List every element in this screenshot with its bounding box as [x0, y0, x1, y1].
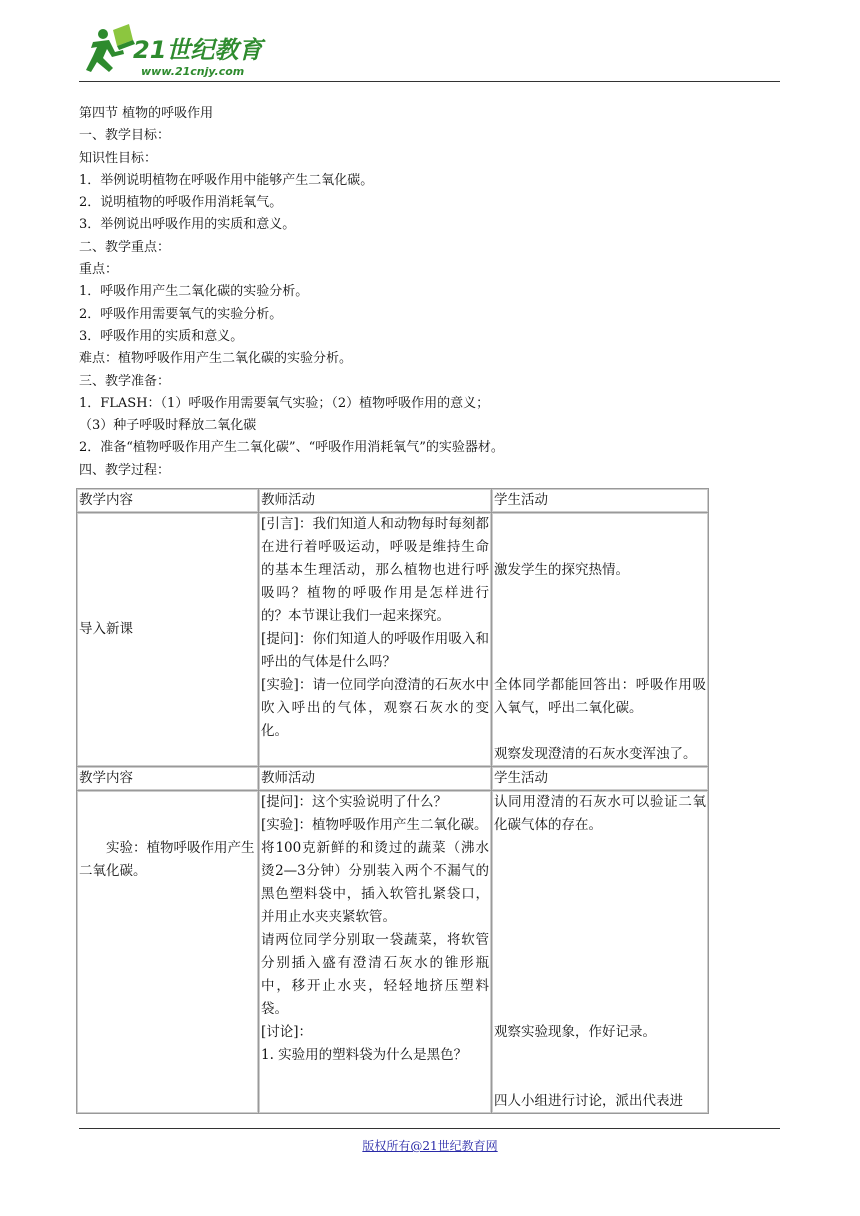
row2-content-text: 实验：植物呼吸作用产生二氧化碳。	[79, 840, 255, 879]
heading-objectives: 一、教学目标：	[79, 128, 171, 144]
row1-teacher-p3: [实验]：请一位同学向澄清的石灰水中吹入呼出的气体，观察石灰水的变化。	[261, 677, 489, 739]
logo-main-text: 21世纪教育	[133, 36, 263, 64]
row2-teacher-p1: [提问]：这个实验说明了什么？	[261, 794, 448, 810]
row1-teacher-p1: [引言]：我们知道人和动物每时每刻都在进行着呼吸运动，呼吸是维持生命的基本生理活动，那么植物也进行呼吸吗？植物的呼吸作用是怎样进行的？本节课让我们一起来探究。	[261, 516, 489, 624]
lesson-table	[76, 488, 709, 1114]
row1-content-text: 导入新课	[79, 621, 133, 637]
header-content: 教学内容	[77, 489, 259, 513]
key-point-3: 3．呼吸作用的实质和意义。	[79, 328, 244, 344]
header-teacher: 教师活动	[259, 489, 492, 513]
table-row	[77, 513, 709, 767]
preparation-item-2: 2．准备“植物呼吸作用产生二氧化碳”、“呼吸作用消耗氧气”的实验器材。	[79, 440, 504, 456]
heading-preparation: 三、教学准备：	[79, 373, 171, 389]
row2-student-p3: 四人小组进行讨论，派出代表进	[494, 1093, 683, 1109]
section-title: 第四节 植物的呼吸作用	[79, 106, 214, 121]
row1-teacher	[259, 513, 492, 767]
header-student: 学生活动	[492, 489, 709, 513]
logo-url-text: www.21cnjy.com	[141, 65, 245, 78]
row2-student-p1: 认同用澄清的石灰水可以验证二氧化碳气体的存在。	[494, 794, 706, 833]
row2-teacher-p6: 1. 实验用的塑料袋为什么是黑色？	[261, 1047, 468, 1063]
logo	[79, 20, 289, 82]
key-point-2: 2．呼吸作用需要氧气的实验分析。	[79, 306, 283, 322]
table-header-row	[77, 489, 709, 513]
objective-item-2: 2．说明植物的呼吸作用消耗氧气。	[79, 195, 283, 211]
page-header	[79, 20, 779, 82]
row1-teacher-p2: [提问]：你们知道人的呼吸作用吸入和呼出的气体是什么吗？	[261, 631, 489, 670]
row2-teacher-p3: 将100克新鲜的和烫过的蔬菜（沸水烫2—3分钟）分别装入两个不漏气的黑色塑料袋中，插入软管扎紧袋口，并用止水夹夹紧软管。	[261, 840, 489, 925]
preparation-item-1-cont: （3）种子呼吸时释放二氧化碳	[79, 418, 257, 434]
row2-teacher	[259, 791, 492, 1114]
row2-content	[77, 791, 259, 1114]
header-content-repeat: 教学内容	[77, 767, 259, 791]
row1-student-p1: 激发学生的探究热情。	[494, 562, 629, 578]
table-header-row-repeat	[77, 767, 709, 791]
table-row	[77, 791, 709, 1114]
row1-student-p3: 观察发现澄清的石灰水变浑浊了。	[494, 746, 697, 762]
copyright-link[interactable]: 版权所有@21世纪教育网	[362, 1139, 498, 1153]
objective-item-3: 3．举例说出呼吸作用的实质和意义。	[79, 217, 296, 233]
subheading-knowledge: 知识性目标：	[79, 150, 158, 166]
footer-divider	[79, 1128, 780, 1129]
book-icon	[113, 24, 135, 50]
difficulty: 难点：植物呼吸作用产生二氧化碳的实验分析。	[79, 351, 353, 367]
row2-teacher-p2: [实验]：植物呼吸作用产生二氧化碳。	[261, 817, 488, 833]
key-point-1: 1．呼吸作用产生二氧化碳的实验分析。	[79, 284, 309, 300]
header-divider	[79, 81, 780, 82]
subheading-key: 重点：	[79, 262, 119, 278]
row1-content	[77, 513, 259, 767]
objective-item-1: 1．举例说明植物在呼吸作用中能够产生二氧化碳。	[79, 172, 374, 188]
page-footer	[0, 1137, 860, 1154]
row2-teacher-p4: 请两位同学分别取一袋蔬菜，将软管分别插入盛有澄清石灰水的锥形瓶中，移开止水夹，轻轻地挤压塑料袋。	[261, 932, 489, 1017]
row2-teacher-p5: [讨论]：	[261, 1024, 313, 1040]
row2-student	[492, 791, 709, 1114]
heading-key-points: 二、教学重点：	[79, 239, 171, 255]
header-teacher-repeat: 教师活动	[259, 767, 492, 791]
row1-student-p2: 全体同学都能回答出：呼吸作用吸入氧气，呼出二氧化碳。	[494, 677, 706, 716]
document-body	[79, 103, 779, 482]
preparation-item-1: 1．FLASH：（1）呼吸作用需要氧气实验；（2）植物呼吸作用的意义；	[79, 395, 490, 411]
row1-student	[492, 513, 709, 767]
header-student-repeat: 学生活动	[492, 767, 709, 791]
heading-process: 四、教学过程：	[79, 462, 171, 478]
row2-student-p2: 观察实验现象，作好记录。	[494, 1024, 656, 1040]
